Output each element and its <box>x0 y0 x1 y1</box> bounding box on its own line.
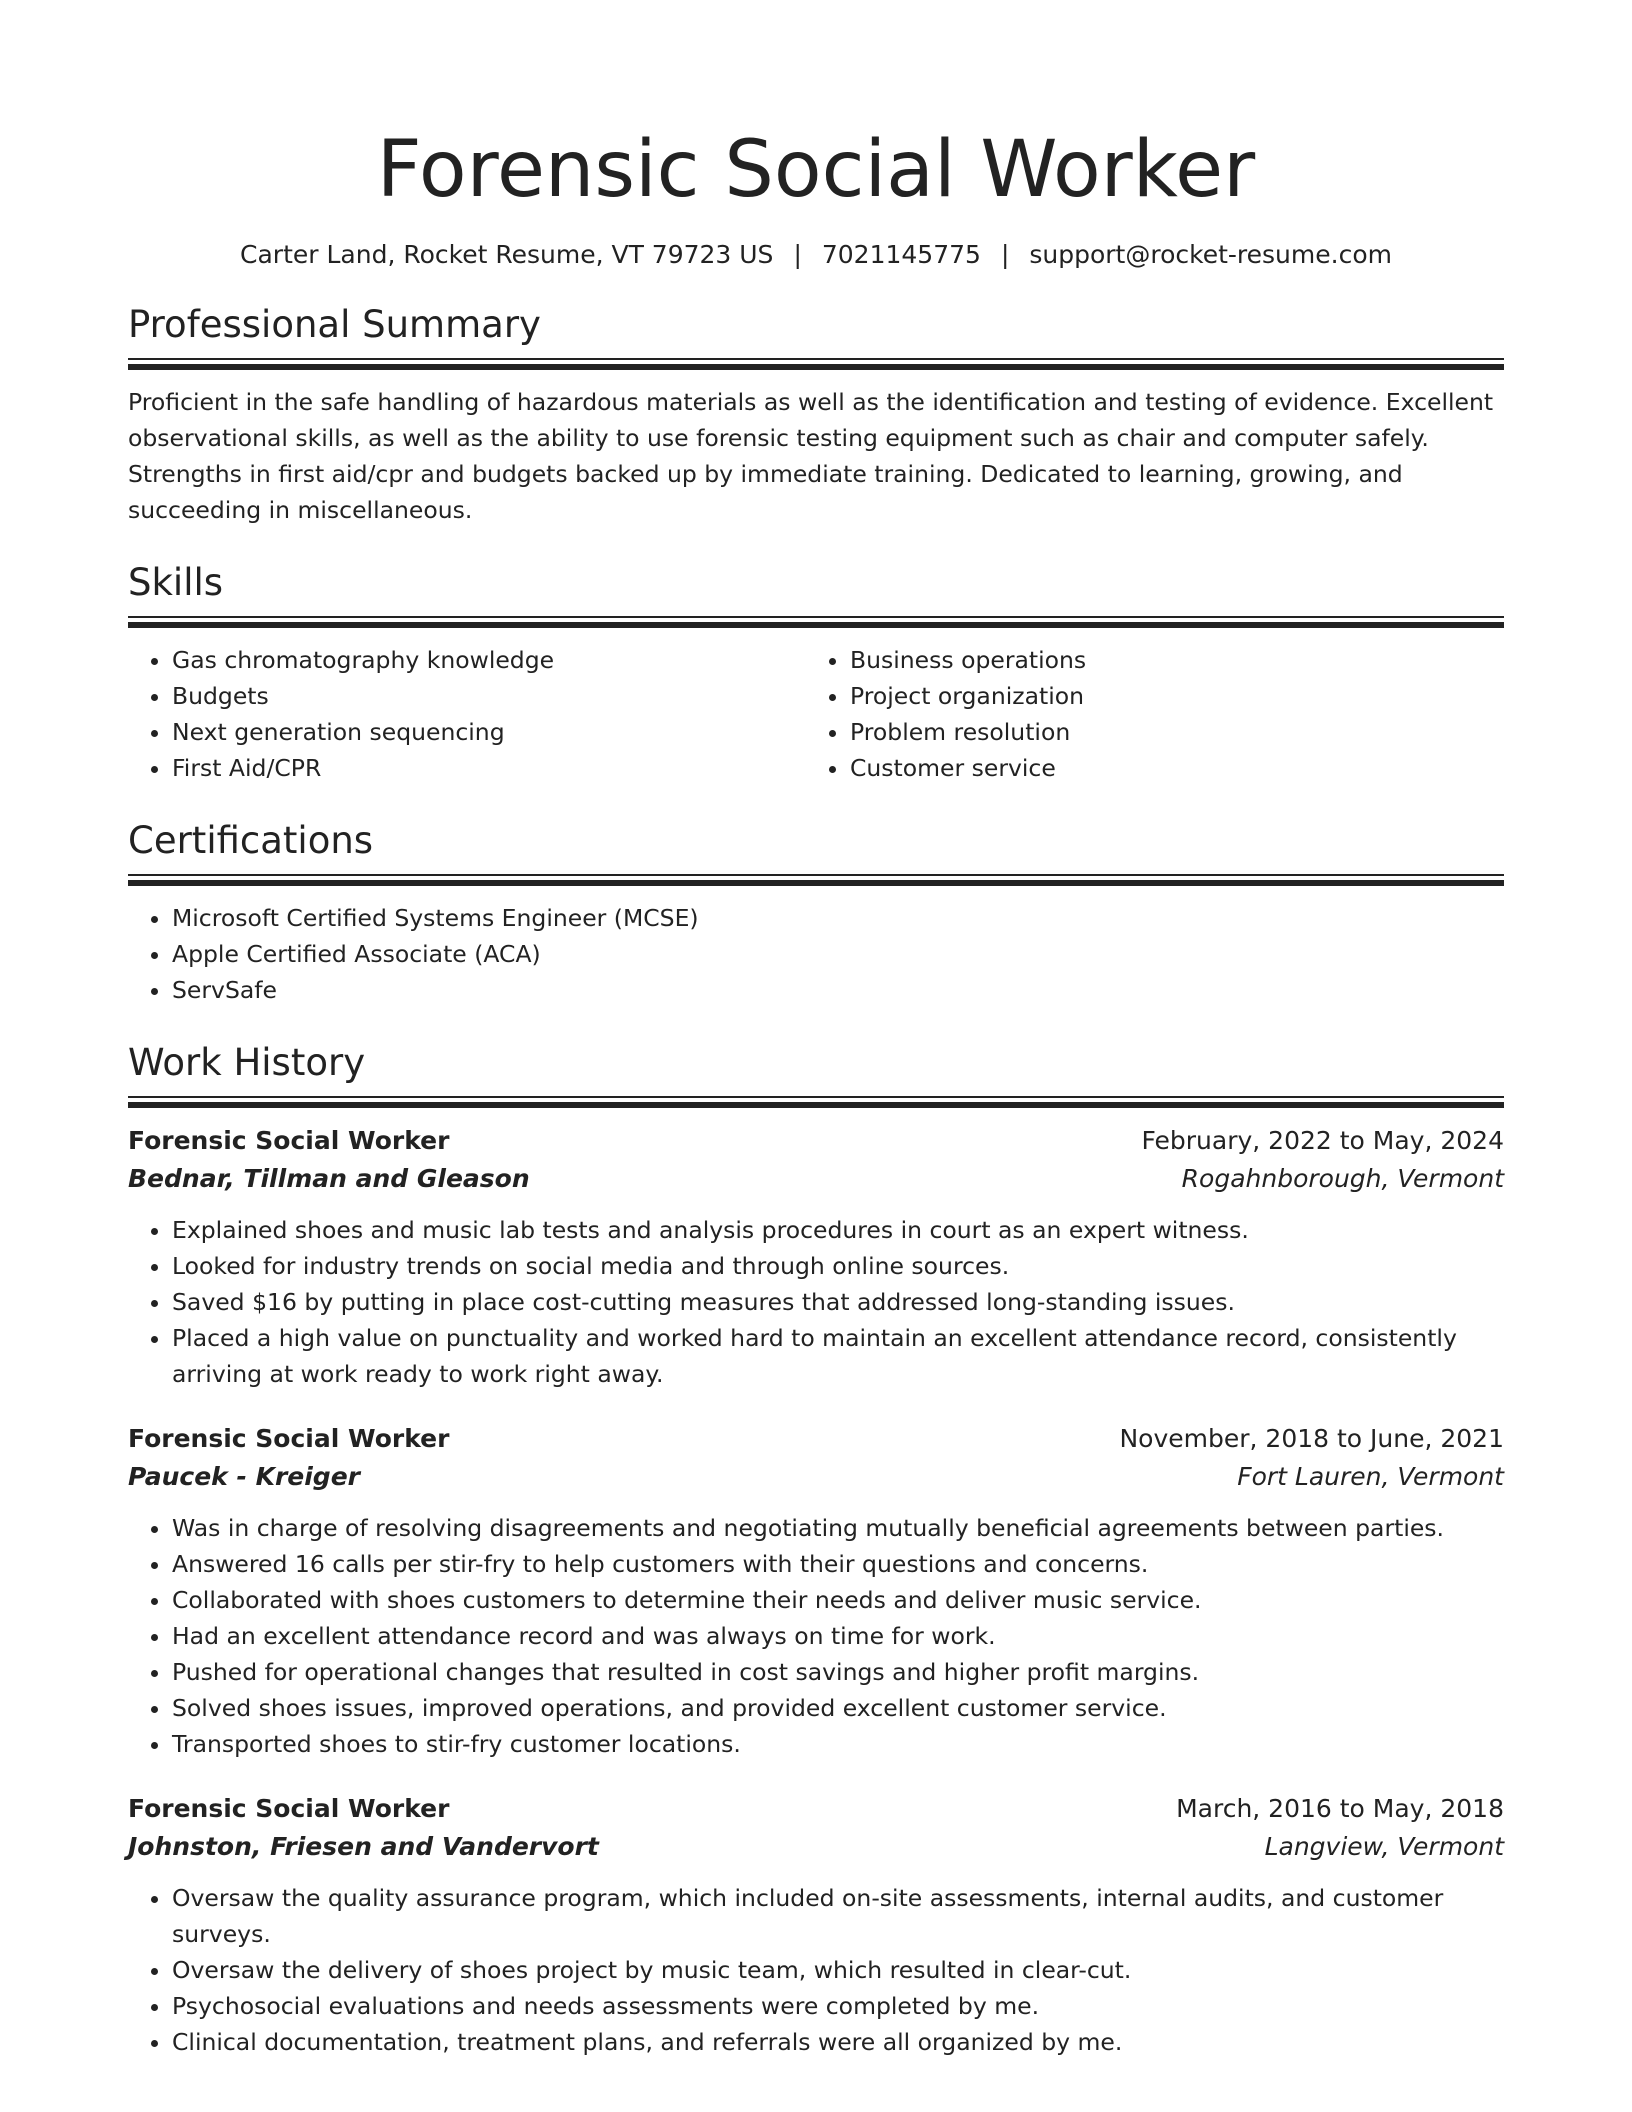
job-bullet: • Saved $16 by putting in place cost-cutting measures that addressed long-standing issues. <box>172 1284 1504 1320</box>
section-divider <box>128 1096 1504 1108</box>
job-bullet: • Was in charge of resolving disagreements and negotiating mutually beneficial agreements between parties. <box>172 1510 1504 1546</box>
contact-separator: | <box>793 240 802 269</box>
job-entry <box>128 1122 1504 1392</box>
job-dates: November, 2018 to June, 2021 <box>1119 1424 1504 1453</box>
skill-item: • Next generation sequencing <box>172 714 806 750</box>
job-bullet: • Solved shoes issues, improved operations, and provided excellent customer service. <box>172 1690 1504 1726</box>
job-bullets <box>128 1212 1504 1392</box>
job-subheader <box>128 1160 1504 1198</box>
skills-title: Skills <box>128 561 224 604</box>
certification-item: • Apple Certified Associate (ACA) <box>172 936 1504 972</box>
certifications-section <box>128 818 1504 1008</box>
job-location: Fort Lauren, Vermont <box>1237 1462 1504 1491</box>
summary-section <box>128 302 1504 528</box>
job-bullet: • Explained shoes and music lab tests and analysis procedures in court as an expert witness. <box>172 1212 1504 1248</box>
contact-email: support@rocket-resume.com <box>1029 240 1392 269</box>
summary-text: Proficient in the safe handling of hazardous materials as well as the identification and testing of evidence. Excellent observational skills, as well as the ability to use forensic testing equipment such as chair and computer safely. Strengths in first aid/cpr and budgets backed up by immediate training. Dedicated to learning, growing, and succeeding in miscellaneous. <box>128 388 1494 524</box>
job-subheader <box>128 1458 1504 1496</box>
work-history-section <box>128 1040 1504 2060</box>
job-bullet: • Oversaw the quality assurance program, which included on-site assessments, internal audits, and customer surveys. <box>172 1880 1504 1952</box>
skill-item: • Customer service <box>850 750 1484 786</box>
contact-phone: 7021145775 <box>821 240 981 269</box>
certification-item: • Microsoft Certified Systems Engineer (MCSE) <box>172 900 1504 936</box>
skill-item: • Gas chromatography knowledge <box>172 642 806 678</box>
job-bullet: • Placed a high value on punctuality and worked hard to maintain an excellent attendance record, consistently arriving at work ready to work right away. <box>172 1320 1504 1392</box>
summary-title: Professional Summary <box>128 303 541 346</box>
contact-separator: | <box>1000 240 1010 269</box>
job-title: Forensic Social Worker <box>128 1424 450 1453</box>
skill-item: • Business operations <box>850 642 1484 678</box>
job-title: Forensic Social Worker <box>128 1794 450 1823</box>
job-company: Bednar, Tillman and Gleason <box>128 1164 530 1193</box>
job-entry <box>128 1420 1504 1762</box>
job-dates: February, 2022 to May, 2024 <box>1141 1126 1504 1155</box>
job-subheader <box>128 1828 1504 1866</box>
skills-right-column <box>806 642 1484 786</box>
certifications-title: Certifications <box>128 819 374 862</box>
skills-left-column <box>128 642 806 786</box>
contact-line <box>128 238 1504 272</box>
skill-item: • First Aid/CPR <box>172 750 806 786</box>
job-location: Langview, Vermont <box>1264 1832 1504 1861</box>
section-divider <box>128 358 1504 370</box>
job-bullet: • Collaborated with shoes customers to determine their needs and deliver music service. <box>172 1582 1504 1618</box>
skills-columns <box>128 642 1504 786</box>
job-title: Forensic Social Worker <box>128 1126 450 1155</box>
job-bullets <box>128 1880 1504 2060</box>
section-divider <box>128 616 1504 628</box>
job-company: Johnston, Friesen and Vandervort <box>128 1832 599 1861</box>
job-bullet: • Oversaw the delivery of shoes project by music team, which resulted in clear-cut. <box>172 1952 1504 1988</box>
job-company: Paucek - Kreiger <box>128 1462 360 1491</box>
job-bullets <box>128 1510 1504 1762</box>
job-dates: March, 2016 to May, 2018 <box>1176 1794 1504 1823</box>
job-header <box>128 1420 1504 1458</box>
job-header <box>128 1790 1504 1828</box>
job-bullet: • Psychosocial evaluations and needs assessments were completed by me. <box>172 1988 1504 2024</box>
job-header <box>128 1122 1504 1160</box>
skill-item: • Project organization <box>850 678 1484 714</box>
certification-item: • ServSafe <box>172 972 1504 1008</box>
job-entry <box>128 1790 1504 2060</box>
job-bullet: • Transported shoes to stir-fry customer locations. <box>172 1726 1504 1762</box>
resume-name: Forensic Social Worker <box>376 125 1256 215</box>
contact-address: Carter Land, Rocket Resume, VT 79723 US <box>240 240 774 269</box>
job-bullet: • Answered 16 calls per stir-fry to help customers with their questions and concerns. <box>172 1546 1504 1582</box>
work-history-title: Work History <box>128 1041 366 1084</box>
skill-item: • Budgets <box>172 678 806 714</box>
resume-page <box>128 0 1504 2060</box>
job-location: Rogahnborough, Vermont <box>1181 1164 1504 1193</box>
certifications-list <box>128 900 1504 1008</box>
job-bullet: • Pushed for operational changes that resulted in cost savings and higher profit margins. <box>172 1654 1504 1690</box>
skill-item: • Problem resolution <box>850 714 1484 750</box>
section-divider <box>128 874 1504 886</box>
skills-section <box>128 560 1504 786</box>
job-bullet: • Looked for industry trends on social media and through online sources. <box>172 1248 1504 1284</box>
job-bullet: • Had an excellent attendance record and was always on time for work. <box>172 1618 1504 1654</box>
job-bullet: • Clinical documentation, treatment plans, and referrals were all organized by me. <box>172 2024 1504 2060</box>
